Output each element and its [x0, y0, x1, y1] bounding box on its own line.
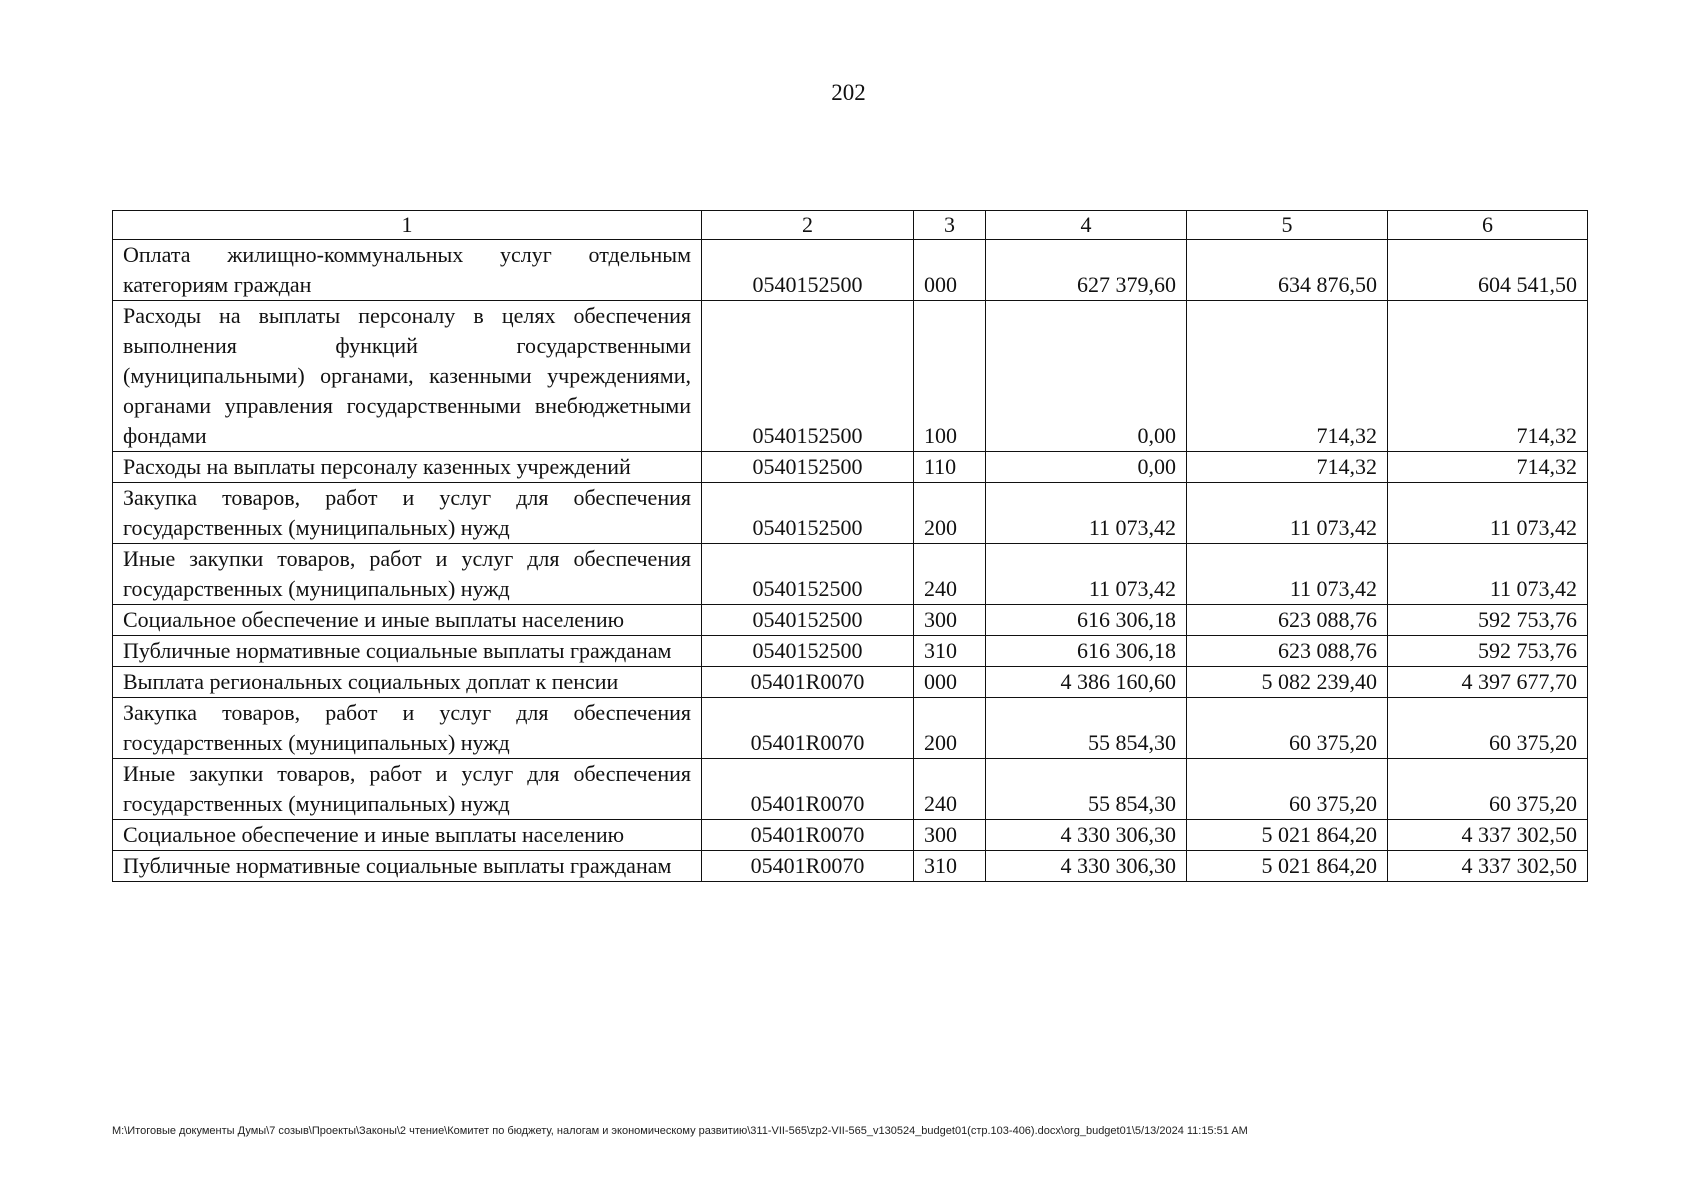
row-value-4: 55 854,30: [986, 759, 1187, 820]
table-row: [113, 759, 1588, 820]
row-code: 05401R0070: [702, 759, 914, 820]
row-value-5: 714,32: [1187, 301, 1388, 452]
row-code: 0540152500: [702, 636, 914, 667]
column-header: 5: [1187, 211, 1388, 240]
row-name: Оплата жилищно-коммунальных услуг отдельным категориям граждан: [113, 240, 702, 301]
row-name: Выплата региональных социальных доплат к пенсии: [113, 667, 702, 698]
row-value-5: 60 375,20: [1187, 698, 1388, 759]
row-code: 0540152500: [702, 452, 914, 483]
row-name: Закупка товаров, работ и услуг для обеспечения государственных (муниципальных) нужд: [113, 698, 702, 759]
row-value-4: 616 306,18: [986, 636, 1187, 667]
row-type: 100: [914, 301, 986, 452]
row-value-4: 4 330 306,30: [986, 820, 1187, 851]
table-row: [113, 452, 1588, 483]
row-value-5: 623 088,76: [1187, 636, 1388, 667]
column-header: 6: [1388, 211, 1588, 240]
row-code: 0540152500: [702, 544, 914, 605]
row-name: Социальное обеспечение и иные выплаты населению: [113, 820, 702, 851]
row-value-5: 623 088,76: [1187, 605, 1388, 636]
page-number: 202: [831, 80, 866, 105]
row-value-6: 11 073,42: [1388, 544, 1588, 605]
row-value-5: 60 375,20: [1187, 759, 1388, 820]
row-type: 000: [914, 667, 986, 698]
table-row: [113, 667, 1588, 698]
row-value-6: 604 541,50: [1388, 240, 1588, 301]
row-code: 05401R0070: [702, 667, 914, 698]
row-value-5: 5 021 864,20: [1187, 820, 1388, 851]
row-name: Социальное обеспечение и иные выплаты населению: [113, 605, 702, 636]
table-row: [113, 483, 1588, 544]
row-value-5: 5 021 864,20: [1187, 851, 1388, 882]
row-name: Публичные нормативные социальные выплаты гражданам: [113, 636, 702, 667]
row-value-4: 627 379,60: [986, 240, 1187, 301]
row-type: 110: [914, 452, 986, 483]
row-type: 300: [914, 820, 986, 851]
table-row: [113, 240, 1588, 301]
table-row: [113, 820, 1588, 851]
row-code: 05401R0070: [702, 851, 914, 882]
table-row: [113, 851, 1588, 882]
row-value-4: 4 386 160,60: [986, 667, 1187, 698]
row-type: 000: [914, 240, 986, 301]
row-value-6: 11 073,42: [1388, 483, 1588, 544]
column-header: 3: [914, 211, 986, 240]
footer-file-path: М:\Итоговые документы Думы\7 созыв\Проекты\Законы\2 чтение\Комитет по бюджету, налогам и экономическому развитию\311-VII-565\zp2-VII-565_v130524_budget01(стр.103-406).docx\org_budget01\5/13/2024 11:15:51 AM: [112, 1125, 1248, 1137]
row-value-5: 5 082 239,40: [1187, 667, 1388, 698]
row-value-6: 4 397 677,70: [1388, 667, 1588, 698]
row-code: 0540152500: [702, 240, 914, 301]
row-value-5: 11 073,42: [1187, 544, 1388, 605]
row-value-6: 60 375,20: [1388, 698, 1588, 759]
row-value-6: 714,32: [1388, 452, 1588, 483]
row-value-6: 60 375,20: [1388, 759, 1588, 820]
table-row: [113, 544, 1588, 605]
row-value-6: 592 753,76: [1388, 605, 1588, 636]
row-value-5: 714,32: [1187, 452, 1388, 483]
row-value-6: 714,32: [1388, 301, 1588, 452]
row-value-6: 4 337 302,50: [1388, 851, 1588, 882]
row-value-4: 11 073,42: [986, 483, 1187, 544]
column-header: 1: [113, 211, 702, 240]
row-type: 200: [914, 483, 986, 544]
row-type: 200: [914, 698, 986, 759]
row-code: 05401R0070: [702, 698, 914, 759]
row-value-5: 634 876,50: [1187, 240, 1388, 301]
column-header: 4: [986, 211, 1187, 240]
row-value-6: 592 753,76: [1388, 636, 1588, 667]
row-name: Иные закупки товаров, работ и услуг для обеспечения государственных (муниципальных) нужд: [113, 759, 702, 820]
row-code: 0540152500: [702, 605, 914, 636]
table-row: [113, 605, 1588, 636]
row-name: Закупка товаров, работ и услуг для обеспечения государственных (муниципальных) нужд: [113, 483, 702, 544]
row-value-4: 55 854,30: [986, 698, 1187, 759]
table-row: [113, 301, 1588, 452]
row-type: 300: [914, 605, 986, 636]
budget-table: [112, 210, 1588, 882]
table-row: [113, 698, 1588, 759]
row-type: 310: [914, 636, 986, 667]
row-value-4: 11 073,42: [986, 544, 1187, 605]
column-header: 2: [702, 211, 914, 240]
row-type: 240: [914, 544, 986, 605]
row-value-5: 11 073,42: [1187, 483, 1388, 544]
row-type: 310: [914, 851, 986, 882]
row-type: 240: [914, 759, 986, 820]
row-name: Публичные нормативные социальные выплаты гражданам: [113, 851, 702, 882]
row-value-4: 0,00: [986, 452, 1187, 483]
table-row: [113, 636, 1588, 667]
row-value-4: 616 306,18: [986, 605, 1187, 636]
row-name: Расходы на выплаты персоналу казенных учреждений: [113, 452, 702, 483]
row-value-6: 4 337 302,50: [1388, 820, 1588, 851]
row-name: Иные закупки товаров, работ и услуг для обеспечения государственных (муниципальных) нужд: [113, 544, 702, 605]
row-code: 0540152500: [702, 483, 914, 544]
row-code: 0540152500: [702, 301, 914, 452]
table-header-row: [113, 211, 1588, 240]
row-value-4: 0,00: [986, 301, 1187, 452]
row-code: 05401R0070: [702, 820, 914, 851]
row-value-4: 4 330 306,30: [986, 851, 1187, 882]
row-name: Расходы на выплаты персоналу в целях обеспечения выполнения функций государственными (муниципальными) органами, казенными учреждениями, органами управления государственными внебюджетными фондами: [113, 301, 702, 452]
